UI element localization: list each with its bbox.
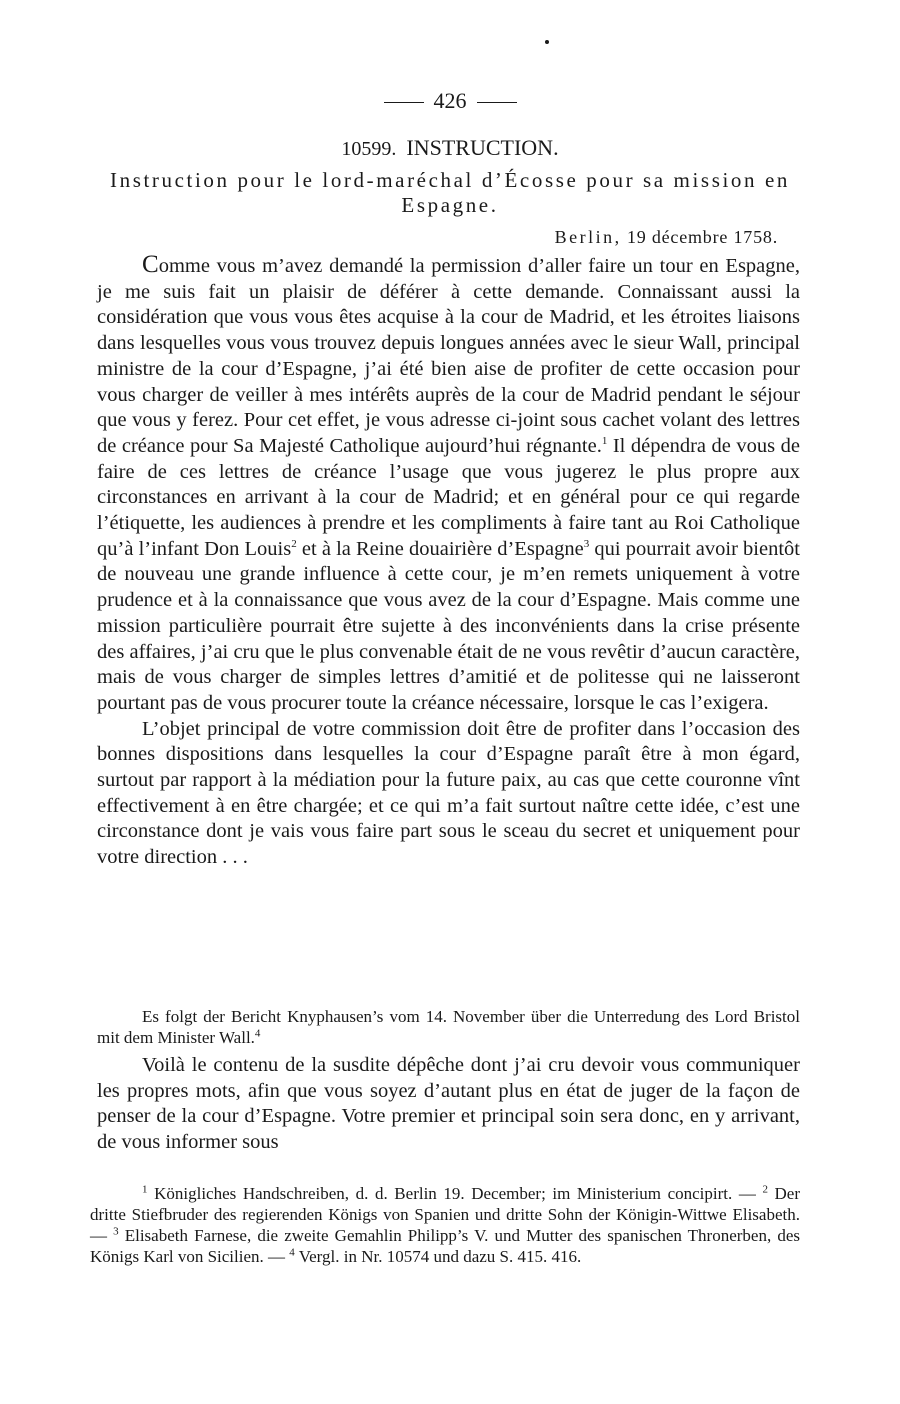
paragraph-1-part-b: Il dépendra de vous de faire de ces lettres de créance l’usage que vous jugerez le plus propre aux circonstances en arrivant à la cour de Madrid; et en général pour ce qui regarde l’étiquette, les audiences à prendre et les compliments à faire tant au Roi Catholique qu’à l’infant Don Louis: [97, 434, 800, 560]
paragraph-2: L’objet principal de votre commission doit être de profiter dans l’occasion des bonnes dispositions dans lesquelles la cour d’Espagne paraît être à mon égard, surtout par rapport à la médiation pour la future paix, au cas que cette couronne vînt effectivement à en être chargée; et ce qui m’a fait surtout naître cette idée, c’est une circonstance dont je vais vous faire part sous le sceau du secret et uniquement pour votre direction . . .: [97, 717, 800, 869]
footnote-ref-3: 3: [583, 537, 590, 550]
document-heading: [0, 135, 900, 162]
footnote-mark-3: 3: [113, 1225, 119, 1238]
main-text-continued: [97, 1053, 800, 1156]
dateline-date: 19 décembre 1758.: [626, 227, 778, 247]
document-title: INSTRUCTION.: [406, 135, 559, 160]
dateline-place: Berlin,: [554, 227, 622, 247]
header-rule-left: [384, 102, 424, 103]
dateline: [555, 226, 778, 248]
main-text: [97, 252, 800, 871]
page-number: 426: [433, 88, 467, 113]
paragraph-3: Voilà le contenu de la susdite dépêche dont j’ai cru devoir vous communiquer les propres mots, afin que vous soyez d’autant plus en état de juger de la façon de penser de la cour d’Espagne. Votre premier et principal soin sera donc, en y arrivant, de vous informer sous: [97, 1054, 800, 1154]
footnote-1: Königliches Handschreiben, d. d. Berlin 19. December; im Ministerium concipirt. —: [147, 1184, 763, 1203]
editorial-note-text: Es folgt der Bericht Knyphausen’s vom 14. November über die Unterredung des Lord Bristol mit dem Minister Wall.: [97, 1007, 800, 1047]
print-speck: [545, 40, 549, 44]
paragraph-1-part-d: qui pourrait avoir bientôt de nouveau une grande influence à cette cour, je m’en remets uniquement à votre prudence et à la connaissance que vous avez de la cour d’Espagne. Mais comme une mission particulière pourrait être sujette à des inconvénients dans la crise présente des affaires, j’ai cru que le plus convenable était de ne vous revêtir d’aucun caractère, mais de vous charger de simples lettres d’amitié et de politesse qui ne laisseront pourtant pas de vous procurer toute la créance nécessaire, lorsque le cas l’exigera.: [97, 537, 800, 714]
editorial-note: [97, 1006, 800, 1048]
footnote-4: Vergl. in Nr. 10574 und dazu S. 415. 416.: [294, 1247, 582, 1266]
footnotes: [90, 1183, 800, 1267]
document-number: 10599.: [341, 138, 397, 160]
footnote-ref-1: 1: [601, 435, 608, 448]
footnote-2: Der dritte Stiefbruder des regierenden Königs von Spanien und dritte Sohn der Königin-Wittwe Elisabeth. —: [90, 1184, 801, 1245]
document-subtitle: Instruction pour le lord-maréchal d’Écosse pour sa mission en Espagne.: [110, 168, 790, 217]
paragraph-1: [97, 252, 800, 717]
footnote-mark-1: 1: [142, 1183, 148, 1196]
footnote-mark-4: 4: [289, 1246, 295, 1259]
page-header: [0, 88, 900, 114]
header-rule-right: [477, 102, 517, 103]
paragraph-1-part-c: et à la Reine douairière d’Espagne: [296, 537, 584, 560]
paragraph-1-part-a: omme vous m’avez demandé la permission d’aller faire un tour en Espagne, je me suis fait un plaisir de déférer à cette demande. Connaissant aussi la considération que vous vous êtes acquise à la cour de Madrid, et les étroites liaisons dans lesquelles vous vous trouvez depuis longues années avec le sieur Wall, principal ministre de la cour d’Espagne, j’ai été bien aise de profiter de cette occasion pour vous charger de veiller à mes intérêts auprès de la cour de Madrid pendant le séjour que vous y ferez. Pour cet effet, je vous adresse ci-joint sous cachet volant des lettres de créance pour Sa Majesté Catholique aujourd’hui régnante.: [97, 255, 800, 457]
footnote-mark-2: 2: [762, 1183, 768, 1196]
footnote-ref-4: 4: [254, 1027, 261, 1040]
footnote-ref-2: 2: [291, 537, 297, 550]
footnote-3: Elisabeth Farnese, die zweite Gemahlin Philipp’s V. und Mutter des spanischen Thronerben, des Königs Karl von Sicilien. —: [90, 1226, 800, 1266]
initial-letter: C: [142, 251, 159, 278]
